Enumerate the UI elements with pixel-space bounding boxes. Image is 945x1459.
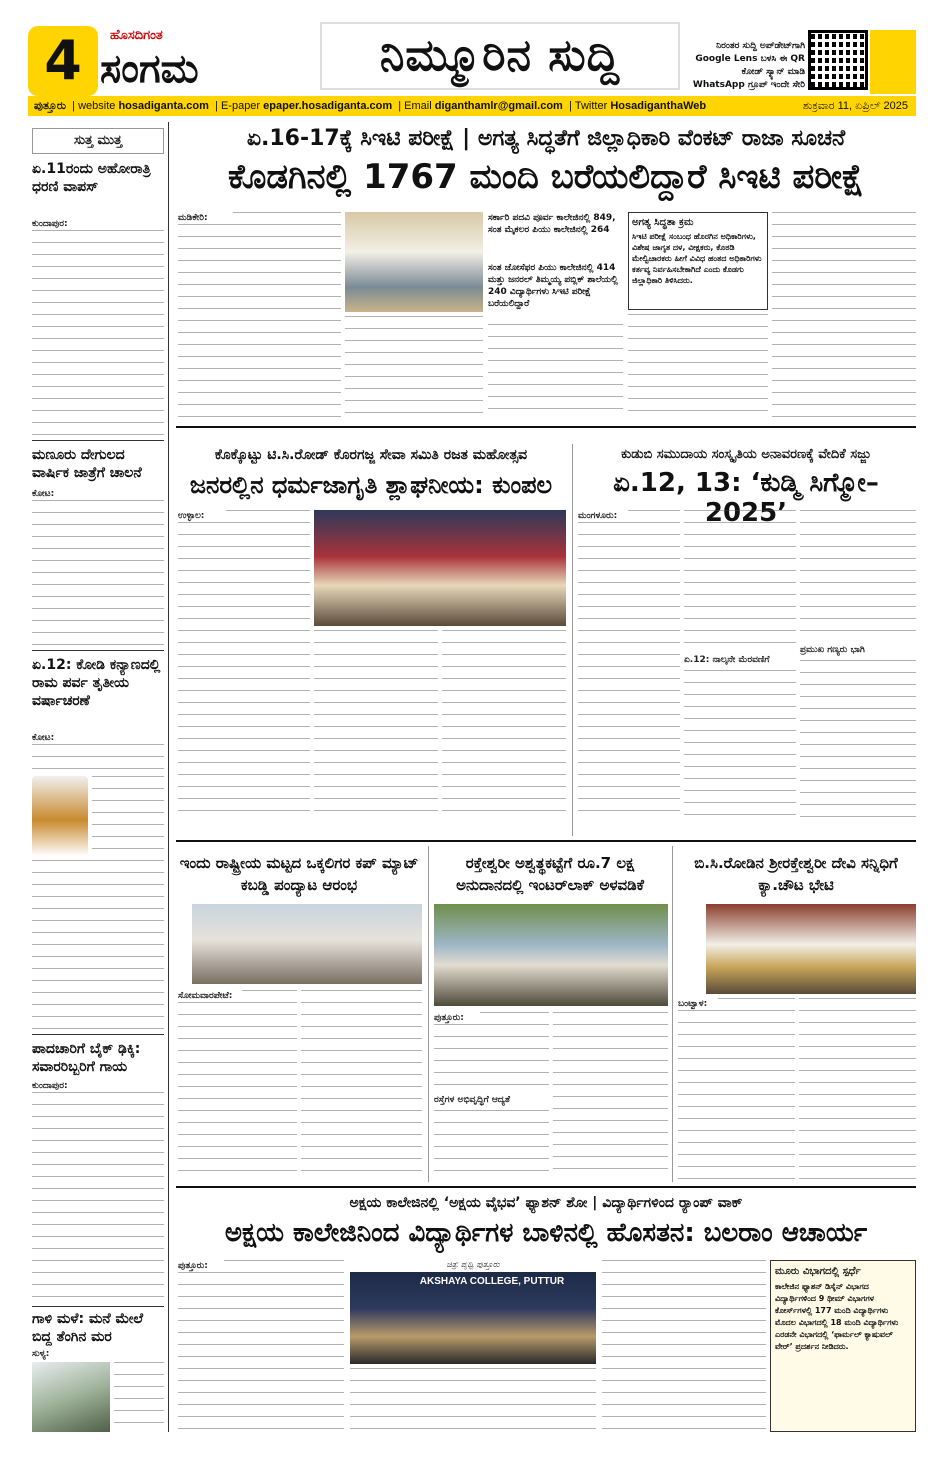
kabaddi-dateline: ಸೋಮವಾರಪೇಟೆ: bbox=[178, 991, 233, 1001]
left-story-3-body bbox=[92, 776, 164, 856]
divider bbox=[32, 440, 164, 441]
kudmi-body bbox=[628, 510, 680, 522]
kabaddi-body bbox=[301, 990, 422, 1180]
interlock-headline: ರಕ್ತೇಶ್ವರೀ ಅಶ್ವತ್ಥಕಟ್ಟೆಗೆ ರೂ.7 ಲಕ್ಷ ಅನುದಾನದಲ್ಲಿ ಇಂಟರ್‌ಲಾಕ್ ಅಳವಡಿಕೆ bbox=[456, 854, 644, 894]
college-banner-text: AKSHAYA COLLEGE, PUTTUR bbox=[419, 1276, 565, 1287]
left-story-5-lead: ಸುಳ್ಯ: bbox=[32, 1349, 50, 1359]
stadium-photo bbox=[192, 904, 422, 984]
bcroad-headline: ಬಿ.ಸಿ.ರೋಡಿನ ಶ್ರೀರಕ್ತೇಶ್ವರೀ ದೇವಿ ಸನ್ನಿಧಿಗೆ ಕ್ಯಾ.ಚೌಟ ಭೇಟಿ bbox=[694, 854, 898, 894]
supplement-title: ನಿಮ್ಮೂರಿನ ಸುದ್ದಿ bbox=[320, 22, 680, 90]
person-photo bbox=[32, 776, 88, 856]
bcroad-body bbox=[678, 1010, 795, 1180]
qr-instructions: ನಿರಂತರ ಸುದ್ದಿ ಅಪ್‌ಡೇಟ್‌ಗಾಗಿ Google Lens ಬಳಸಿ ಈ QR ಕೋಡ್ ಸ್ಕ್ಯಾನ್ ಮಾಡಿ WhatsApp ಗ್ರೂಪ್ ಇಂದೇ ಸೇರಿ bbox=[692, 41, 805, 90]
info-box bbox=[628, 212, 768, 310]
left-story-1-lead: ಕುಂದಾಪುರ: bbox=[32, 219, 68, 229]
info-box-text: ಸಿಇಟಿ ಪರೀಕ್ಷೆ ಸಂಬಂಧ ಹೊರಗಿನ ಅಧಿಕಾರಿಗಳು, ವಿಶೇಷ ಜಾಗೃತ ದಳ, ವೀಕ್ಷಕರು, ಕೊಠಡಿ ಮೇಲ್ವಿಚಾರಕರು ಹೀಗೆ ವಿವಿಧ ಹಂತದ ಅಧಿಕಾರಿಗಳು ಕರ್ತವ್ಯ ನಿರ್ವಹಿಸಬೇಕಾಗಿದೆ ಎಂದು ಕೊಡಗು ಜಿಲ್ಲಾಧಿಕಾರಿ ತಿಳಿಸಿದರು. bbox=[632, 232, 762, 285]
email-label: Email bbox=[404, 100, 432, 112]
section-rule bbox=[176, 426, 916, 428]
fallen-tree-photo bbox=[32, 1362, 110, 1432]
akshaya-kicker: ಅಕ್ಷಯ ಕಾಲೇಜಿನಲ್ಲಿ ‘ಅಕ್ಷಯ ವೈಭವ’ ಫ್ಯಾಶನ್ ಶೋ | ವಿದ್ಯಾರ್ಥಿಗಳಿಂದ ರ‍್ಯಾಂಪ್ ವಾಕ್ bbox=[349, 1195, 743, 1211]
page-number: 4 bbox=[28, 26, 98, 96]
twitter-label: Twitter bbox=[574, 100, 608, 112]
column-divider bbox=[572, 444, 573, 836]
lead-kicker: ಏ.16-17ಕ್ಕೆ ಸಿಇಟಿ ಪರೀಕ್ಷೆ | ಅಗತ್ಯ ಸಿದ್ಧತೆಗೆ ಜಿಲ್ಲಾಧಿಕಾರಿ ವೆಂಕಟ್ ರಾಜಾ ಸೂಚನೆ bbox=[246, 126, 846, 151]
interlock-body bbox=[434, 1110, 549, 1180]
kudmi-body bbox=[800, 510, 916, 640]
lead-body bbox=[488, 324, 623, 420]
kudmi-headline: ಏ.12, 13: ‘ಕುಡ್ಮಿ ಸಿಗ್ಮೋ–2025’ bbox=[613, 468, 879, 528]
section-rule bbox=[176, 840, 916, 842]
kumpala-body bbox=[226, 510, 310, 522]
left-story-3-lead: ಕೋಟ: bbox=[32, 733, 55, 743]
epaper-label: E-paper bbox=[220, 100, 261, 112]
kabaddi-headline: ಇಂದು ರಾಷ್ಟ್ರೀಯ ಮಟ್ಟದ ಒಕ್ಕಲಿಗರ ಕಪ್ ಮ್ಯಾಟ್ ಕಬಡ್ಡಿ ಪಂದ್ಯಾಟ ಆರಂಭ bbox=[179, 854, 419, 894]
brand-logo: ಸಂಗಮ bbox=[100, 46, 199, 92]
brand-small: ಹೊಸದಿಗಂತ bbox=[110, 28, 163, 43]
lead-body bbox=[345, 316, 483, 420]
bcroad-body bbox=[718, 998, 795, 1010]
left-story-2-head: ಮಣೂರು ದೇಗುಲದ ವಾರ್ಷಿಕ ಜಾತ್ರೆಗೆ ಚಾಲನೆ bbox=[32, 447, 142, 481]
column-divider bbox=[168, 122, 169, 1432]
left-story-1-body bbox=[32, 230, 164, 435]
left-story-5-head: ಗಾಳಿ ಮಳೆ: ಮನೆ ಮೇಲೆ ಬಿದ್ದ ತೆಂಗಿನ ಮರ bbox=[32, 1311, 144, 1345]
lead-body bbox=[178, 224, 341, 420]
kudmi-dateline: ಮಂಗಳೂರು: bbox=[578, 511, 618, 521]
divider bbox=[32, 1306, 164, 1307]
fact-box-1: ಸರ್ಕಾರಿ ಪದವಿ ಪೂರ್ವ ಕಾಲೇಜಿನಲ್ಲಿ 849, ಸಂತ ಮೈಕಲರ ಪಿಯು ಕಾಲೇಜಿನಲ್ಲಿ 264 bbox=[488, 213, 616, 235]
kudmi-body bbox=[578, 522, 680, 822]
bcroad-body bbox=[799, 998, 916, 1180]
kumpala-headline: ಜನರಲ್ಲಿನ ಧರ್ಮಜಾಗೃತಿ ಶ್ಲಾಘನೀಯ: ಕುಂಪಲ bbox=[189, 471, 553, 499]
interlock-dateline: ಪುತ್ತೂರು: bbox=[434, 1013, 464, 1023]
left-story-4-head: ಪಾದಚಾರಿಗೆ ಬೈಕ್ ಢಿಕ್ಕಿ: ಸವಾರರಿಬ್ಬರಿಗೆ ಗಾಯ bbox=[32, 1041, 141, 1075]
contest-box-title: ಮೂರು ವಿಭಾಗದಲ್ಲಿ ಸ್ಪರ್ಧೆ bbox=[775, 1266, 861, 1277]
felicitation-photo bbox=[314, 510, 566, 626]
kumpala-dateline: ಉಳ್ಳಾಲ: bbox=[178, 511, 205, 521]
qr-code-pattern bbox=[811, 33, 865, 87]
inauguration-photo bbox=[434, 904, 668, 1006]
section-logo: ಸುತ್ತ ಮುತ್ತ bbox=[32, 128, 164, 154]
interlock-subhead: ರಸ್ತೆಗಳ ಅಭಿವೃದ್ಧಿಗೆ ಆದ್ಯತೆ bbox=[434, 1095, 510, 1105]
kudmi-subhead-1: ಏ.12: ನಾಲ್ಕನೇ ಮೆರವಣಿಗೆ bbox=[684, 655, 770, 665]
akshaya-dateline: ಪುತ್ತೂರು: bbox=[178, 1261, 208, 1271]
akshaya-body bbox=[224, 1260, 344, 1272]
akshaya-headline: ಅಕ್ಷಯ ಕಾಲೇಜಿನಿಂದ ವಿದ್ಯಾರ್ಥಿಗಳ ಬಾಳಿನಲ್ಲಿ ಹೊಸತನ: ಬಲರಾಂ ಆಚಾರ್ಯ bbox=[224, 1218, 868, 1248]
officer-photo bbox=[345, 212, 483, 312]
lead-body bbox=[628, 314, 768, 420]
kumpala-body bbox=[442, 630, 566, 822]
kabaddi-body bbox=[242, 990, 297, 1002]
issue-date: ಶುಕ್ರವಾರ 11, ಏಪ್ರಿಲ್ 2025 bbox=[802, 100, 908, 112]
lead-body bbox=[233, 212, 341, 224]
divider bbox=[32, 650, 164, 651]
left-story-3-body bbox=[32, 860, 164, 1030]
section-rule bbox=[176, 1186, 916, 1188]
interlock-body bbox=[553, 1012, 668, 1180]
kudmi-kicker: ಕುಡುಬಿ ಸಮುದಾಯ ಸಂಸ್ಕೃತಿಯ ಅನಾವರಣಕ್ಕೆ ವೇದಿಕೆ ಸಜ್ಜು bbox=[621, 447, 871, 462]
left-story-2-lead: ಕೋಟ: bbox=[32, 489, 55, 499]
kumpala-kicker: ಕೊಕ್ಕೊಟ್ಟು ಟಿ.ಸಿ.ರೋಡ್ ಕೊರಗಜ್ಜ ಸೇವಾ ಸಮಿತಿ ರಜತ ಮಹೋತ್ಸವ bbox=[214, 447, 528, 463]
epaper-link[interactable]: epaper.hosadiganta.com bbox=[263, 100, 393, 112]
twitter-link[interactable]: HosadiganthaWeb bbox=[610, 100, 707, 112]
left-story-3-body bbox=[32, 744, 164, 774]
lead-headline: ಕೊಡಗಿನಲ್ಲಿ 1767 ಮಂದಿ ಬರೆಯಲಿದ್ದಾರೆ ಸಿಇಟಿ ಪರೀಕ್ಷೆ bbox=[228, 157, 864, 197]
akshaya-body bbox=[178, 1272, 344, 1432]
kumpala-body bbox=[314, 630, 438, 822]
left-story-5-body bbox=[114, 1362, 164, 1432]
left-story-2-body bbox=[32, 500, 164, 645]
header-accent bbox=[870, 30, 916, 94]
fact-box-2: ಸಂತ ಜೋಸೆಫರ ಪಿಯು ಕಾಲೇಜಿನಲ್ಲಿ 414 ಮತ್ತು ಜನರಲ್ ತಿಮ್ಮಯ್ಯ ಪಬ್ಲಿಕ್ ಶಾಲೆಯಲ್ಲಿ 240 ವಿದ್ಯಾರ್ಥಿಗಳು ಸಿಇಟಿ ಪರೀಕ್ಷೆ ಬರೆಯಲಿದ್ದಾರೆ bbox=[488, 263, 618, 309]
info-box-title: ಅಗತ್ಯ ಸಿದ್ಧತಾ ಕ್ರಮ bbox=[632, 217, 694, 228]
contest-box-text: ಕಾಲೇಜಿನ ಫ್ಯಾಶನ್ ಡಿಸೈನ್ ವಿಭಾಗದ ವಿದ್ಯಾರ್ಥಿಗಳಿಂದ 9 ಥೀಮ್ ವಿಭಾಗಗಳ ಕೋರ್ಸ್‌ಗಳಲ್ಲಿ 177 ಮಂದಿ ವಿದ್ಯಾರ್ಥಿಗಳು ಮೊದಲ ವಿಭಾಗದಲ್ಲಿ 18 ಮಂದಿ ವಿದ್ಯಾರ್ಥಿಗಳು ಎರಡನೇ ವಿಭಾಗದಲ್ಲಿ ‘ಫಾರ್ಮಲ್ ಕ್ಯಾಷುವಲ್ ವೇರ್’ ಪ್ರದರ್ಶನ ನೀಡಿದರು. bbox=[775, 1282, 899, 1351]
divider bbox=[32, 1034, 164, 1035]
kabaddi-body bbox=[178, 1002, 297, 1180]
photo-credit: ಚಿತ್ರ: ಪೃಥ್ವಿ ಪುತ್ತೂರು bbox=[446, 1260, 500, 1269]
left-story-1-head: ಏ.11ರಂದು ಅಹೋರಾತ್ರಿ ಧರಣಿ ವಾಪಸ್ bbox=[32, 161, 151, 195]
kudmi-body bbox=[684, 670, 796, 822]
left-story-4-lead: ಕುಂದಾಪುರ: bbox=[32, 1081, 68, 1091]
left-story-3-head: ಏ.12: ಕೋಡಿ ಕನ್ಯಾಣದಲ್ಲಿ ರಾಮ ಪರ್ವ ತೃತೀಯ ವರ್ಷಾಚರಣೆ bbox=[32, 657, 161, 709]
kudmi-subhead-2: ಪ್ರಮುಖ ಗಣ್ಯರು ಭಾಗಿ bbox=[800, 645, 865, 655]
website-link[interactable]: hosadiganta.com bbox=[118, 100, 209, 112]
temple-visit-photo bbox=[706, 904, 916, 994]
city-label: ಪುತ್ತೂರು bbox=[34, 100, 67, 112]
column-divider bbox=[672, 846, 673, 1182]
akshaya-body bbox=[350, 1368, 596, 1432]
lead-body bbox=[772, 212, 916, 420]
lead-dateline: ಮಡಿಕೇರಿ: bbox=[178, 213, 208, 223]
kumpala-body bbox=[178, 522, 310, 822]
bcroad-dateline: ಬಂಟ್ವಾಳ: bbox=[678, 999, 708, 1009]
left-story-4-body bbox=[32, 1092, 164, 1302]
email-link[interactable]: diganthamlr@gmail.com bbox=[434, 100, 563, 112]
interlock-body bbox=[434, 1024, 549, 1092]
kudmi-body bbox=[800, 660, 916, 822]
akshaya-body bbox=[602, 1260, 766, 1432]
column-divider bbox=[428, 846, 429, 1182]
contest-box bbox=[770, 1260, 916, 1432]
kudmi-body bbox=[684, 510, 796, 650]
info-bar: ಪುತ್ತೂರು | website hosadiganta.com | E-paper epaper.hosadiganta.com | Email diganthamlr@gmail.com | Twitter HosadiganthaWeb ಶುಕ್ರವಾರ 11, ಏಪ್ರಿಲ್ 2025 bbox=[28, 96, 916, 116]
website-label: website bbox=[78, 100, 116, 112]
interlock-body bbox=[480, 1012, 549, 1024]
